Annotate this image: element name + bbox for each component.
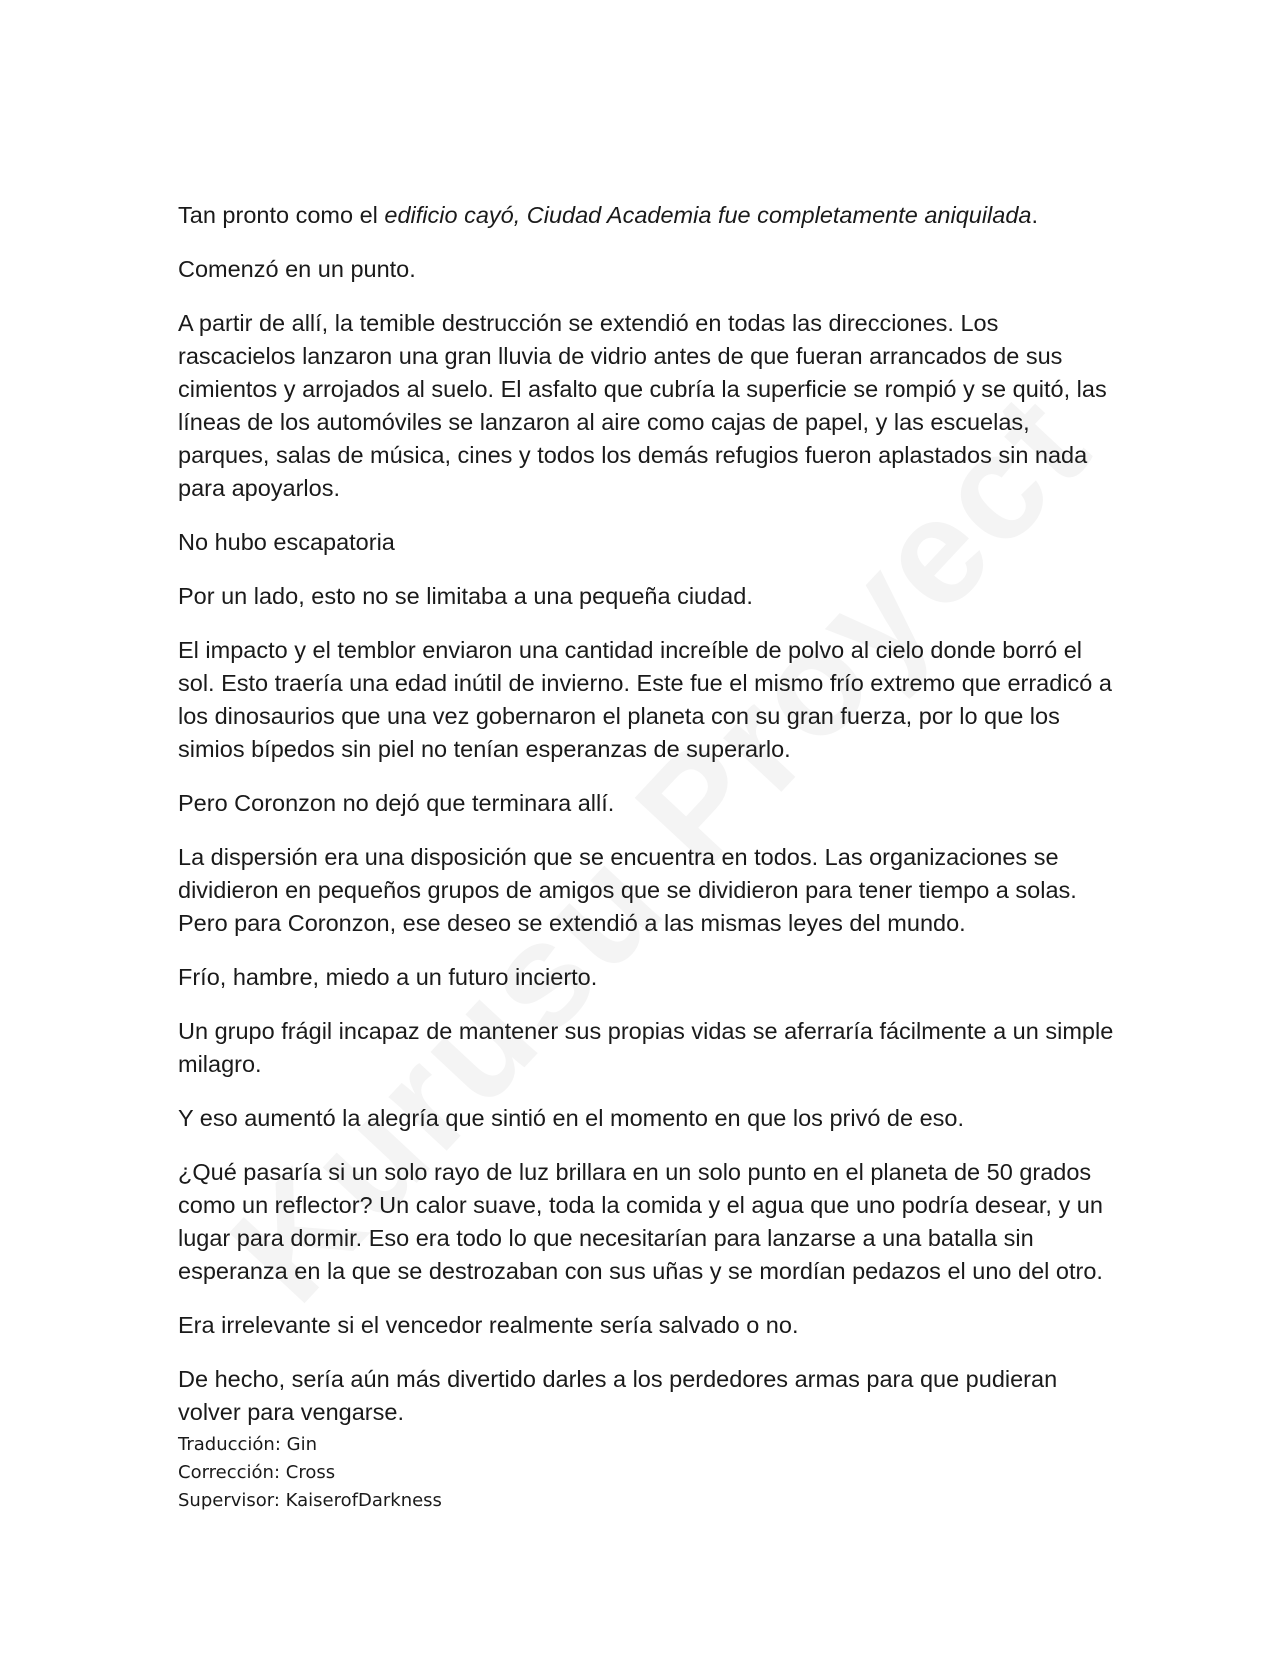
paragraph-6: El impacto y el temblor enviaron una cantidad increíble de polvo al cielo donde borró el sol. Esto traería una edad inútil de invierno. Este fue el mismo frío extremo que erradicó a los dinosaurios que una vez gobernaron el planeta con su gran fuerza, por lo que los simios bípedos sin piel no tenían esperanzas de superarlo.: [178, 637, 1112, 762]
document-body: [178, 199, 1118, 1515]
credit-translation: Traducción: Gin: [178, 1434, 317, 1455]
paragraph-3: A partir de allí, la temible destrucción se extendió en todas las direcciones. Los rascacielos lanzaron una gran lluvia de vidrio antes de que fueran arrancados de sus cimientos y arrojados al suelo. El asfalto que cubría la superficie se rompió y se quitó, las líneas de los automóviles se lanzaron al aire como cajas de papel, y las escuelas, parques, salas de música, cines y todos los demás refugios fueron aplastados sin nada para apoyarlos.: [178, 310, 1107, 501]
paragraph-1-end: .: [1031, 202, 1039, 228]
paragraph-5: Por un lado, esto no se limitaba a una pequeña ciudad.: [178, 583, 753, 609]
paragraph-1: [178, 199, 1118, 232]
paragraph-11: Y eso aumentó la alegría que sintió en el momento en que los privó de eso.: [178, 1105, 965, 1131]
credit-correction: Corrección: Cross: [178, 1462, 336, 1483]
paragraph-1-start: Tan pronto como el: [178, 202, 385, 228]
paragraph-1-italic: edificio cayó, Ciudad Academia fue completamente aniquilada: [384, 202, 1032, 228]
paragraph-9: Frío, hambre, miedo a un futuro incierto.: [178, 964, 598, 990]
paragraph-13: Era irrelevante si el vencedor realmente sería salvado o no.: [178, 1312, 799, 1338]
paragraph-12: ¿Qué pasaría si un solo rayo de luz brillara en un solo punto en el planeta de 50 grados como un reflector? Un calor suave, toda la comida y el agua que uno podría desear, y un lugar para dormir. Eso era todo lo que necesitarían para lanzarse a una batalla sin esperanza en la que se destrozaban con sus uñas y se mordían pedazos el uno del otro.: [178, 1159, 1103, 1284]
paragraph-8: La dispersión era una disposición que se encuentra en todos. Las organizaciones se dividieron en pequeños grupos de amigos que se dividieron para tener tiempo a solas. Pero para Coronzon, ese deseo se extendió a las mismas leyes del mundo.: [178, 844, 1077, 936]
credits: [178, 1431, 1118, 1515]
paragraph-4: No hubo escapatoria: [178, 529, 395, 555]
paragraph-10: Un grupo frágil incapaz de mantener sus propias vidas se aferraría fácilmente a un simple milagro.: [178, 1018, 1114, 1077]
credit-supervisor: Supervisor: KaiserofDarkness: [178, 1490, 442, 1511]
paragraph-2: Comenzó en un punto.: [178, 256, 416, 282]
paragraph-7: Pero Coronzon no dejó que terminara allí.: [178, 790, 615, 816]
paragraph-14: De hecho, sería aún más divertido darles a los perdedores armas para que pudieran volver para vengarse.: [178, 1366, 1058, 1425]
